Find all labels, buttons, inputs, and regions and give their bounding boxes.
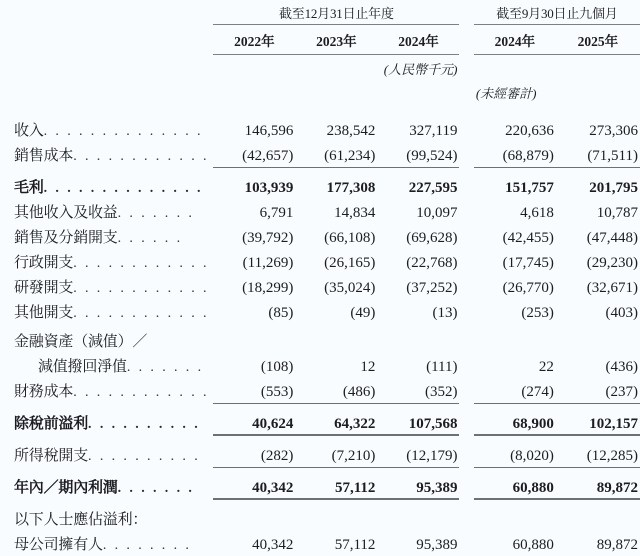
cell-value: 89,872 <box>596 537 638 553</box>
spacer-cell <box>213 103 295 117</box>
row-label-text: 研發開支 <box>14 280 74 296</box>
table-row-section-heading <box>0 499 640 531</box>
cell-value: (253) <box>521 305 554 321</box>
table-row <box>0 353 640 378</box>
leader-dots: . . . . . . . <box>117 481 195 496</box>
cell-value: 57,112 <box>295 467 377 499</box>
table-row <box>0 142 640 167</box>
cell-value: (69,628) <box>406 230 458 246</box>
table-row <box>0 299 640 324</box>
leader-dots: . . . . . . . <box>126 360 204 375</box>
table-row <box>0 378 640 403</box>
column-header-2024-9m: 2024年 <box>474 25 556 55</box>
leader-dots: . . . . . . <box>117 231 183 246</box>
cell-value: (282) <box>260 447 294 464</box>
spacer-cell <box>0 103 213 117</box>
row-label-text: 以下人士應佔溢利： <box>14 512 148 528</box>
column-header-2023: 2023年 <box>295 25 377 55</box>
spacer-cell <box>459 103 473 117</box>
row-label <box>0 324 213 353</box>
cell-value: 220,636 <box>505 123 554 139</box>
cell-value: (47,448) <box>586 230 638 246</box>
row-label-text: 所得稅開支 <box>14 448 89 464</box>
cell-value: (42,657) <box>242 147 294 164</box>
column-gap <box>459 353 473 378</box>
cell-value: (29,230) <box>586 255 638 271</box>
cell-value: 273,306 <box>589 123 638 139</box>
cell-value: 151,757 <box>474 167 556 199</box>
cell-value: 4,618 <box>520 205 554 221</box>
cell-value: (39,792) <box>242 230 294 246</box>
cell-value <box>556 499 640 531</box>
table-row <box>0 199 640 224</box>
cell-value: (12,179) <box>406 447 458 464</box>
column-gap <box>459 224 473 249</box>
leader-dots: . . . . . . . . <box>102 538 192 553</box>
table-row <box>0 435 640 467</box>
year-header-gap <box>459 25 473 55</box>
cell-value: 64,322 <box>295 403 377 435</box>
row-label <box>0 274 213 299</box>
row-label <box>0 224 213 249</box>
year-header-spacer <box>0 25 213 55</box>
cell-value <box>474 499 556 531</box>
cell-value: 146,596 <box>244 123 294 139</box>
cell-value: (71,511) <box>587 147 638 164</box>
cell-value: (35,024) <box>324 280 376 296</box>
column-gap <box>459 378 473 403</box>
cell-value: (17,745) <box>502 255 554 271</box>
cell-value: (274) <box>521 383 554 400</box>
row-label-text: 收入 <box>14 123 44 139</box>
cell-value: (7,210) <box>331 447 376 464</box>
column-gap <box>459 117 473 142</box>
cell-value: 107,568 <box>377 403 459 435</box>
table-unaudited-note-row <box>0 79 640 103</box>
column-gap <box>459 324 473 353</box>
leader-dots: . . . . . . . . . . . . <box>73 385 209 400</box>
column-gap <box>459 403 473 435</box>
cell-value: (66,108) <box>324 230 376 246</box>
leader-dots: . . . . . . . . . . . . . . <box>43 181 203 196</box>
leader-dots: . . . . . . . . . . . . <box>73 306 209 321</box>
table-row <box>0 224 640 249</box>
unaudited-note: (未經審計) <box>475 86 537 101</box>
column-gap <box>459 249 473 274</box>
spacer-cell <box>474 103 556 117</box>
cell-value: (99,524) <box>406 147 458 164</box>
table-row <box>0 117 640 142</box>
cell-value: 40,624 <box>213 403 295 435</box>
table-row <box>0 274 640 299</box>
unaudited-note-gap <box>459 79 473 103</box>
cell-value <box>377 499 459 531</box>
row-label-text: 金融資產（減值）／ <box>14 334 148 350</box>
table-row-subtotal <box>0 167 640 199</box>
column-gap <box>459 199 473 224</box>
cell-value: (32,671) <box>586 280 638 296</box>
cell-value: (49) <box>350 305 376 321</box>
cell-value: 68,900 <box>474 403 556 435</box>
cell-value: 95,389 <box>416 537 458 553</box>
leader-dots: . . . . . . . . . . . . <box>73 281 209 296</box>
cell-value: 102,157 <box>556 403 640 435</box>
column-gap <box>459 531 473 556</box>
cell-value: 60,880 <box>512 537 554 553</box>
row-label <box>0 531 213 556</box>
table-row-label-continuation <box>0 324 640 353</box>
cell-value: (553) <box>260 383 294 400</box>
row-label-text: 行政開支 <box>14 255 74 271</box>
cell-value: 10,787 <box>596 205 638 221</box>
row-label <box>0 299 213 324</box>
unaudited-blank-2023 <box>295 79 377 103</box>
spacer-cell <box>377 103 459 117</box>
row-label <box>0 403 213 435</box>
table-currency-note-row <box>0 55 640 80</box>
cell-value: (352) <box>424 383 458 400</box>
cell-value <box>213 499 295 531</box>
cell-value: (237) <box>605 383 638 400</box>
group-header-gap <box>459 0 473 25</box>
cell-value: 12 <box>360 359 376 375</box>
cell-value: 60,880 <box>474 467 556 499</box>
column-gap <box>459 499 473 531</box>
row-label-text: 銷售成本 <box>14 148 74 164</box>
row-label <box>0 378 213 403</box>
group-header-nine-months: 截至9月30日止九個月 <box>474 0 640 25</box>
leader-dots: . . . . . . . . . . <box>88 449 201 464</box>
spacer-cell <box>295 103 377 117</box>
column-gap <box>459 142 473 167</box>
currency-note-blank-2022 <box>213 55 295 80</box>
row-label-text: 年內／期內利潤 <box>14 480 118 496</box>
leader-dots: . . . . . . . . . . <box>88 417 201 432</box>
row-label-text: 財務成本 <box>14 384 74 400</box>
cell-value <box>213 324 295 353</box>
table-row-total <box>0 403 640 435</box>
currency-note-blank-2024-9m <box>474 55 556 80</box>
row-label <box>0 117 213 142</box>
currency-note-blank-2025-9m <box>556 55 640 80</box>
column-gap <box>459 467 473 499</box>
leader-dots: . . . . . . . . . . . . <box>73 256 209 271</box>
cell-value <box>556 324 640 353</box>
column-gap <box>459 274 473 299</box>
table-year-header-row <box>0 25 640 55</box>
row-label <box>0 249 213 274</box>
unaudited-blank-2025-9m <box>556 79 640 103</box>
column-gap <box>459 435 473 467</box>
unaudited-blank-2022 <box>213 79 295 103</box>
row-label <box>0 499 213 531</box>
cell-value: 22 <box>538 359 554 375</box>
cell-value: (8,020) <box>510 447 554 464</box>
column-gap <box>459 167 473 199</box>
leader-dots: . . . . . . . . . . . . . . <box>43 124 203 139</box>
cell-value: 10,097 <box>416 205 458 221</box>
cell-value: (12,285) <box>586 447 638 464</box>
currency-unit-note: (人民幣千元) <box>383 62 458 77</box>
column-gap <box>459 299 473 324</box>
cell-value: 103,939 <box>213 167 295 199</box>
cell-value: 177,308 <box>295 167 377 199</box>
currency-note-blank-2023 <box>295 55 377 80</box>
cell-value <box>474 324 556 353</box>
spacer-cell <box>556 103 640 117</box>
row-label <box>0 353 213 378</box>
cell-value: 201,795 <box>556 167 640 199</box>
cell-value: 327,119 <box>409 123 458 139</box>
row-label <box>0 199 213 224</box>
cell-value: 14,834 <box>334 205 376 221</box>
column-header-2024: 2024年 <box>377 25 459 55</box>
cell-value: (13) <box>432 305 458 321</box>
cell-value: (11,269) <box>242 255 294 271</box>
cell-value: 238,542 <box>326 123 376 139</box>
cell-value: (403) <box>605 305 638 321</box>
column-header-2025-9m: 2025年 <box>556 25 640 55</box>
leader-dots: . . . . . . . . . . . . <box>73 149 209 164</box>
cell-value: (486) <box>342 383 376 400</box>
group-header-annual: 截至12月31日止年度 <box>213 0 459 25</box>
currency-note-gap <box>459 55 473 80</box>
cell-value: (37,252) <box>406 280 458 296</box>
row-label-text: 其他開支 <box>14 305 74 321</box>
cell-value <box>377 324 459 353</box>
row-label <box>0 467 213 499</box>
cell-value: 40,342 <box>252 537 294 553</box>
row-label <box>0 167 213 199</box>
cell-value: 227,595 <box>377 167 459 199</box>
cell-value: 40,342 <box>213 467 295 499</box>
cell-value: (111) <box>426 359 458 375</box>
row-label-text: 除稅前溢利 <box>14 416 89 432</box>
table-row <box>0 249 640 274</box>
row-label <box>0 435 213 467</box>
cell-value: (61,234) <box>324 147 376 164</box>
row-label-text: 銷售及分銷開支 <box>14 230 118 246</box>
cell-value: (26,165) <box>324 255 376 271</box>
cell-value: 6,791 <box>259 205 294 221</box>
cell-value: 89,872 <box>556 467 640 499</box>
unaudited-note-spacer <box>0 79 213 103</box>
column-header-2022: 2022年 <box>213 25 295 55</box>
cell-value: (68,879) <box>502 147 554 164</box>
cell-value: 95,389 <box>377 467 459 499</box>
cell-value: 57,112 <box>334 537 376 553</box>
unaudited-blank-2024 <box>377 79 459 103</box>
row-label-text: 其他收入及收益 <box>14 205 118 221</box>
row-label <box>0 142 213 167</box>
leader-dots: . . . . . . . <box>117 206 195 221</box>
cell-value: (108) <box>260 359 294 375</box>
cell-value: (26,770) <box>502 280 554 296</box>
header-body-spacer-row <box>0 103 640 117</box>
table-group-header-row <box>0 0 640 25</box>
cell-value <box>295 324 377 353</box>
group-header-spacer <box>0 0 213 25</box>
cell-value: (42,455) <box>502 230 554 246</box>
cell-value: (85) <box>268 305 294 321</box>
row-label-text: 減值撥回淨值 <box>38 359 127 375</box>
cell-value: (18,299) <box>242 280 294 296</box>
row-label-text: 毛利 <box>14 180 44 196</box>
currency-note-spacer <box>0 55 213 80</box>
row-label-text: 母公司擁有人 <box>14 537 103 553</box>
table-row <box>0 531 640 556</box>
cell-value: (22,768) <box>406 255 458 271</box>
table-row-total <box>0 467 640 499</box>
cell-value: (436) <box>605 359 638 375</box>
cell-value <box>295 499 377 531</box>
